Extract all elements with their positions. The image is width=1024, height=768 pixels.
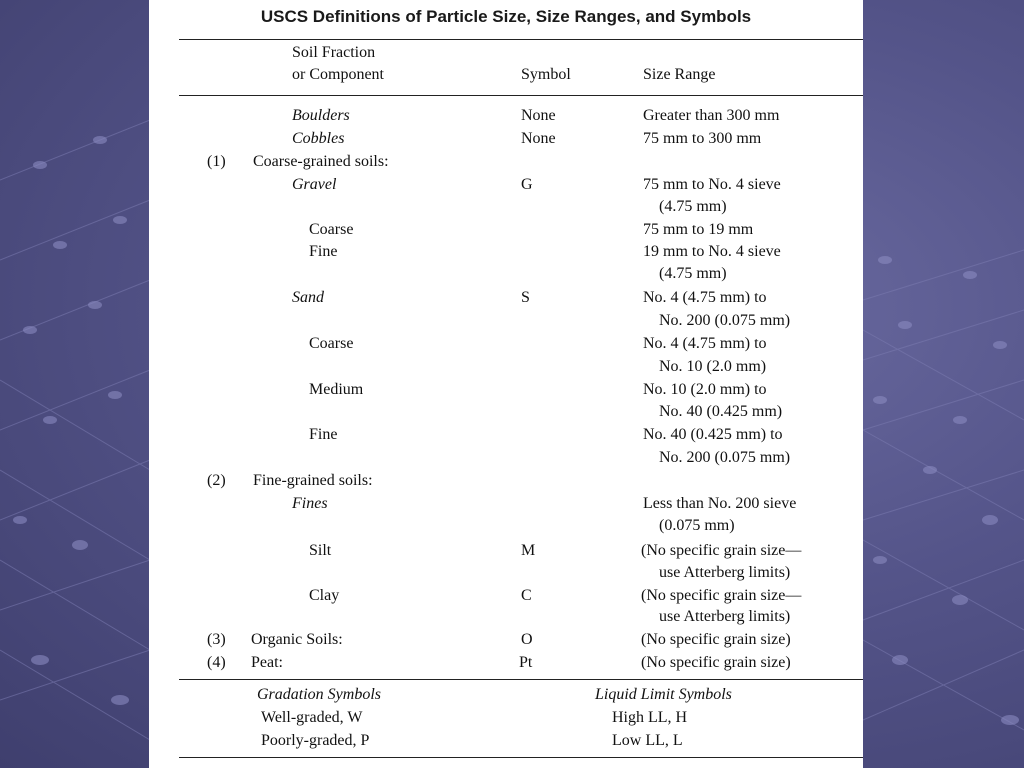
row-clay-range-1: (No specific grain size— [641, 587, 802, 604]
header-component-line1: Soil Fraction [292, 44, 376, 61]
row-organic-num: (3) [207, 631, 226, 648]
liquid-limit-high: High LL, H [612, 709, 688, 726]
row-gravel-coarse-name: Coarse [309, 221, 354, 238]
row-sand-fine-range-1: No. 40 (0.425 mm) to [643, 426, 783, 443]
gradation-poorly: Poorly-graded, P [261, 732, 370, 749]
header-component-line2: or Component [292, 66, 384, 83]
header-size-range: Size Range [643, 66, 716, 83]
row-sand-fine-range-2: No. 200 (0.075 mm) [659, 449, 791, 466]
row-sand-coarse-name: Coarse [309, 335, 354, 352]
row-organic-symbol: O [521, 631, 533, 648]
row-sand-medium-range-2: No. 40 (0.425 mm) [659, 403, 783, 420]
row-gravel-fine-name: Fine [309, 243, 338, 260]
row-clay-symbol: C [521, 587, 532, 604]
row-cobbles-range: 75 mm to 300 mm [643, 130, 762, 147]
row-peat-range: (No specific grain size) [641, 654, 791, 671]
row-sand-medium-range-1: No. 10 (2.0 mm) to [643, 381, 767, 398]
row-fines-range-2: (0.075 mm) [659, 517, 735, 534]
row-fine-grained-name: Fine-grained soils: [253, 472, 373, 489]
row-gravel-name: Gravel [292, 176, 337, 193]
gradation-well: Well-graded, W [261, 709, 363, 726]
row-coarse-grained-num: (1) [207, 153, 226, 170]
row-gravel-range-1: 75 mm to No. 4 sieve [643, 176, 781, 193]
row-boulders-range: Greater than 300 mm [643, 107, 780, 124]
row-organic-name: Organic Soils: [251, 631, 343, 648]
row-fines-name: Fines [292, 495, 328, 512]
row-sand-coarse-range-1: No. 4 (4.75 mm) to [643, 335, 767, 352]
row-sand-name: Sand [292, 289, 324, 306]
row-gravel-range-2: (4.75 mm) [659, 198, 727, 215]
row-gravel-coarse-range: 75 mm to 19 mm [643, 221, 754, 238]
row-sand-medium-name: Medium [309, 381, 364, 398]
row-clay-name: Clay [309, 587, 340, 604]
row-boulders-name: Boulders [292, 107, 350, 124]
header-rule [179, 95, 863, 96]
row-peat-symbol: Pt [519, 654, 533, 671]
page-title: USCS Definitions of Particle Size, Size Ranges, and Symbols [260, 7, 752, 26]
row-organic-range: (No specific grain size) [641, 631, 791, 648]
row-peat-num: (4) [207, 654, 226, 671]
row-gravel-fine-range-2: (4.75 mm) [659, 265, 727, 282]
row-gravel-fine-range-1: 19 mm to No. 4 sieve [643, 243, 781, 260]
row-clay-range-2: use Atterberg limits) [659, 608, 791, 625]
bottom-rule [179, 757, 863, 758]
row-cobbles-name: Cobbles [292, 130, 345, 147]
row-silt-range-2: use Atterberg limits) [659, 564, 791, 581]
row-cobbles-symbol: None [521, 130, 556, 147]
row-boulders-symbol: None [521, 107, 556, 124]
row-fines-range-1: Less than No. 200 sieve [643, 495, 797, 512]
top-rule [179, 39, 863, 40]
row-sand-range-1: No. 4 (4.75 mm) to [643, 289, 767, 306]
row-gravel-symbol: G [521, 176, 533, 193]
document-page [149, 0, 863, 768]
row-silt-symbol: M [521, 542, 536, 559]
row-peat-name: Peat: [251, 654, 283, 671]
liquid-limit-title: Liquid Limit Symbols [595, 686, 732, 703]
row-silt-range-1: (No specific grain size— [641, 542, 802, 559]
row-sand-range-2: No. 200 (0.075 mm) [659, 312, 791, 329]
row-sand-symbol: S [521, 289, 530, 306]
row-coarse-grained-name: Coarse-grained soils: [253, 153, 389, 170]
row-silt-name: Silt [309, 542, 332, 559]
row-fine-grained-num: (2) [207, 472, 226, 489]
header-symbol: Symbol [521, 66, 571, 83]
liquid-limit-low: Low LL, L [612, 732, 683, 749]
row-sand-coarse-range-2: No. 10 (2.0 mm) [659, 358, 767, 375]
gradation-title: Gradation Symbols [257, 686, 381, 703]
footer-rule [179, 679, 863, 680]
row-sand-fine-name: Fine [309, 426, 338, 443]
